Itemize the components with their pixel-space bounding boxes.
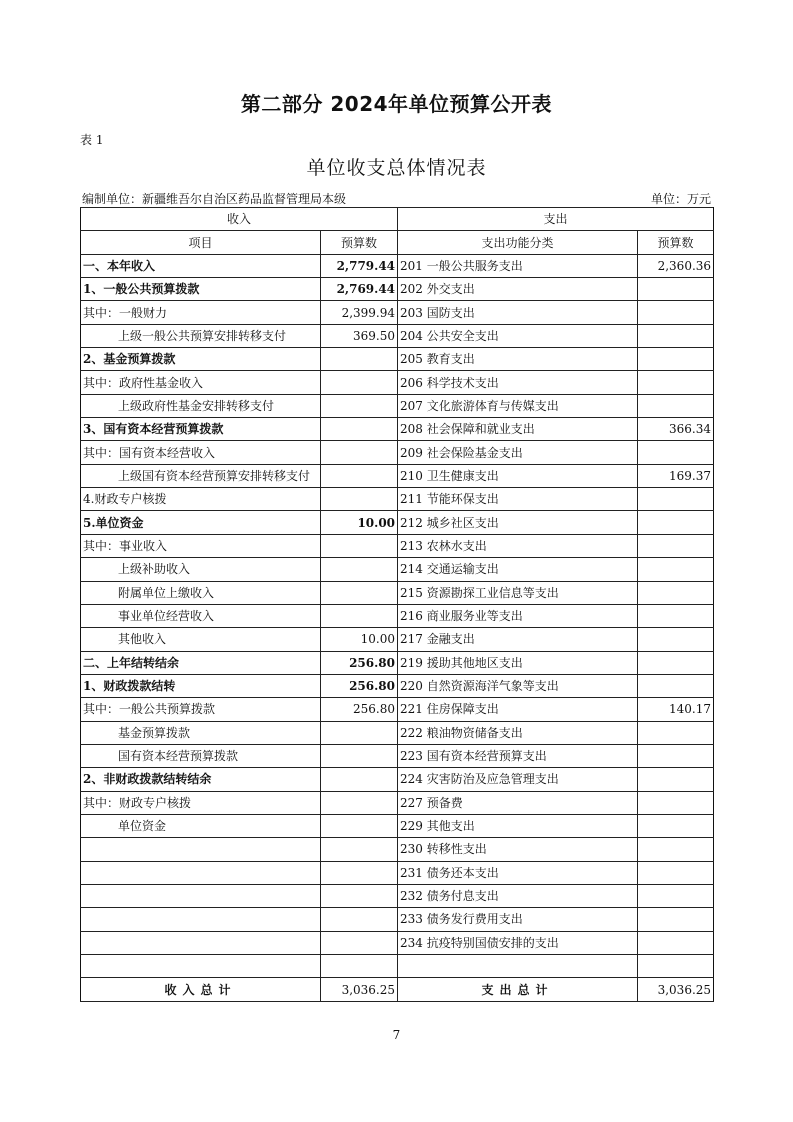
expense-function-cell: 227 预备费 bbox=[398, 791, 638, 814]
income-budget-cell bbox=[321, 814, 398, 837]
income-item-cell bbox=[81, 955, 321, 978]
income-budget-cell bbox=[321, 348, 398, 371]
table-row bbox=[81, 348, 714, 371]
expense-function-cell: 217 金融支出 bbox=[398, 628, 638, 651]
expense-budget-cell bbox=[638, 488, 714, 511]
table-row bbox=[81, 558, 714, 581]
expense-total-label: 支出总计 bbox=[398, 978, 638, 1001]
compiling-unit: 编制单位：新疆维吾尔自治区药品监督管理局本级 bbox=[82, 192, 347, 206]
expense-budget-cell bbox=[638, 861, 714, 884]
table-row bbox=[81, 394, 714, 417]
function-column-header: 支出功能分类 bbox=[398, 231, 638, 254]
expense-budget-cell bbox=[638, 581, 714, 604]
table-row bbox=[81, 861, 714, 884]
measure-unit: 单位：万元 bbox=[650, 192, 711, 206]
expense-function-cell: 206 科学技术支出 bbox=[398, 371, 638, 394]
income-item-cell: 国有资本经营预算拨款 bbox=[81, 744, 321, 767]
expense-function-cell: 221 住房保障支出 bbox=[398, 698, 638, 721]
expense-budget-cell bbox=[638, 768, 714, 791]
expense-budget-cell: 366.34 bbox=[638, 418, 714, 441]
table-row bbox=[81, 791, 714, 814]
income-item-cell: 上级政府性基金安排转移支付 bbox=[81, 394, 321, 417]
expense-budget-cell bbox=[638, 721, 714, 744]
table-row bbox=[81, 324, 714, 347]
expense-budget-cell bbox=[638, 931, 714, 954]
income-budget-cell: 256.80 bbox=[321, 674, 398, 697]
table-row bbox=[81, 604, 714, 627]
table-row bbox=[81, 908, 714, 931]
income-item-cell: 二、上年结转结余 bbox=[81, 651, 321, 674]
income-item-cell bbox=[81, 861, 321, 884]
expense-budget-cell bbox=[638, 441, 714, 464]
expense-function-cell bbox=[398, 955, 638, 978]
expense-budget-cell bbox=[638, 955, 714, 978]
table-row bbox=[81, 955, 714, 978]
income-budget-cell bbox=[321, 464, 398, 487]
budget-column-header: 预算数 bbox=[321, 231, 398, 254]
budget2-column-header: 预算数 bbox=[638, 231, 714, 254]
income-item-cell bbox=[81, 838, 321, 861]
table-row bbox=[81, 254, 714, 277]
expense-budget-cell bbox=[638, 534, 714, 557]
table-row bbox=[81, 721, 714, 744]
table-number-label: 表 1 bbox=[80, 133, 104, 147]
income-budget-cell bbox=[321, 394, 398, 417]
table-row bbox=[81, 814, 714, 837]
income-item-cell: 上级补助收入 bbox=[81, 558, 321, 581]
expense-function-cell: 215 资源勘探工业信息等支出 bbox=[398, 581, 638, 604]
income-total-label: 收入总计 bbox=[81, 978, 321, 1001]
expense-function-cell: 214 交通运输支出 bbox=[398, 558, 638, 581]
table-row bbox=[81, 278, 714, 301]
income-budget-cell bbox=[321, 838, 398, 861]
expense-budget-cell bbox=[638, 628, 714, 651]
income-budget-cell: 10.00 bbox=[321, 511, 398, 534]
income-item-cell: 其中：一般财力 bbox=[81, 301, 321, 324]
income-item-cell: 基金预算拨款 bbox=[81, 721, 321, 744]
income-item-cell bbox=[81, 931, 321, 954]
income-item-cell: 单位资金 bbox=[81, 814, 321, 837]
table-row bbox=[81, 838, 714, 861]
table-body bbox=[81, 254, 714, 978]
expense-budget-cell bbox=[638, 814, 714, 837]
expense-budget-cell bbox=[638, 604, 714, 627]
income-item-cell: 上级一般公共预算安排转移支付 bbox=[81, 324, 321, 347]
income-item-cell: 其中：国有资本经营收入 bbox=[81, 441, 321, 464]
table-row bbox=[81, 441, 714, 464]
income-budget-cell bbox=[321, 884, 398, 907]
expense-budget-cell bbox=[638, 791, 714, 814]
table-row bbox=[81, 768, 714, 791]
expense-function-cell: 231 债务还本支出 bbox=[398, 861, 638, 884]
table-row bbox=[81, 581, 714, 604]
table-row bbox=[81, 651, 714, 674]
expense-budget-cell bbox=[638, 838, 714, 861]
expense-function-cell: 223 国有资本经营预算支出 bbox=[398, 744, 638, 767]
expense-function-cell: 220 自然资源海洋气象等支出 bbox=[398, 674, 638, 697]
expense-budget-cell bbox=[638, 511, 714, 534]
total-row bbox=[81, 978, 714, 1001]
income-item-cell: 事业单位经营收入 bbox=[81, 604, 321, 627]
expense-budget-cell bbox=[638, 558, 714, 581]
income-budget-cell bbox=[321, 418, 398, 441]
expense-function-cell: 210 卫生健康支出 bbox=[398, 464, 638, 487]
expense-function-cell: 234 抗疫特别国债安排的支出 bbox=[398, 931, 638, 954]
table-row bbox=[81, 534, 714, 557]
expense-function-cell: 219 援助其他地区支出 bbox=[398, 651, 638, 674]
expense-budget-cell bbox=[638, 301, 714, 324]
expense-budget-cell: 140.17 bbox=[638, 698, 714, 721]
expense-budget-cell: 2,360.36 bbox=[638, 254, 714, 277]
income-item-cell: 2、基金预算拨款 bbox=[81, 348, 321, 371]
expense-function-cell: 213 农林水支出 bbox=[398, 534, 638, 557]
income-budget-cell bbox=[321, 581, 398, 604]
header-row-sections bbox=[81, 208, 714, 231]
expense-budget-cell bbox=[638, 348, 714, 371]
income-budget-cell bbox=[321, 721, 398, 744]
income-budget-cell: 256.80 bbox=[321, 651, 398, 674]
table-row bbox=[81, 418, 714, 441]
budget-table bbox=[80, 207, 714, 1002]
table-row bbox=[81, 488, 714, 511]
table-title: 单位收支总体情况表 bbox=[306, 157, 487, 179]
expense-budget-cell bbox=[638, 674, 714, 697]
expense-function-cell: 207 文化旅游体育与传媒支出 bbox=[398, 394, 638, 417]
expense-budget-cell bbox=[638, 324, 714, 347]
income-item-cell bbox=[81, 908, 321, 931]
income-budget-cell bbox=[321, 558, 398, 581]
expense-function-cell: 233 债务发行费用支出 bbox=[398, 908, 638, 931]
income-budget-cell bbox=[321, 371, 398, 394]
income-item-cell: 其中：财政专户核拨 bbox=[81, 791, 321, 814]
table-row bbox=[81, 628, 714, 651]
page-title: 第二部分 2024年单位预算公开表 bbox=[240, 92, 553, 116]
income-item-cell bbox=[81, 884, 321, 907]
income-item-cell: 5.单位资金 bbox=[81, 511, 321, 534]
expense-function-cell: 201 一般公共服务支出 bbox=[398, 254, 638, 277]
expense-function-cell: 216 商业服务业等支出 bbox=[398, 604, 638, 627]
income-budget-cell: 2,399.94 bbox=[321, 301, 398, 324]
expense-budget-cell bbox=[638, 884, 714, 907]
income-budget-cell bbox=[321, 791, 398, 814]
table-row bbox=[81, 884, 714, 907]
expense-function-cell: 224 灾害防治及应急管理支出 bbox=[398, 768, 638, 791]
income-budget-cell: 2,769.44 bbox=[321, 278, 398, 301]
expense-function-cell: 230 转移性支出 bbox=[398, 838, 638, 861]
table-row bbox=[81, 674, 714, 697]
income-budget-cell bbox=[321, 744, 398, 767]
expense-budget-cell bbox=[638, 394, 714, 417]
table-row bbox=[81, 698, 714, 721]
expense-function-cell: 229 其他支出 bbox=[398, 814, 638, 837]
income-item-cell: 4.财政专户核拨 bbox=[81, 488, 321, 511]
income-item-cell: 其中：一般公共预算拨款 bbox=[81, 698, 321, 721]
income-item-cell: 上级国有资本经营预算安排转移支付 bbox=[81, 464, 321, 487]
expense-function-cell: 212 城乡社区支出 bbox=[398, 511, 638, 534]
income-budget-cell bbox=[321, 604, 398, 627]
income-budget-cell bbox=[321, 488, 398, 511]
expense-function-cell: 204 公共安全支出 bbox=[398, 324, 638, 347]
income-budget-cell: 10.00 bbox=[321, 628, 398, 651]
income-total-value: 3,036.25 bbox=[321, 978, 398, 1001]
income-item-cell: 其中：政府性基金收入 bbox=[81, 371, 321, 394]
income-item-cell: 1、一般公共预算拨款 bbox=[81, 278, 321, 301]
expense-function-cell: 203 国防支出 bbox=[398, 301, 638, 324]
expense-budget-cell bbox=[638, 278, 714, 301]
income-header: 收入 bbox=[81, 208, 398, 231]
income-item-cell: 2、非财政拨款结转结余 bbox=[81, 768, 321, 791]
income-budget-cell bbox=[321, 768, 398, 791]
table-row bbox=[81, 744, 714, 767]
expense-function-cell: 222 粮油物资储备支出 bbox=[398, 721, 638, 744]
table-row bbox=[81, 371, 714, 394]
income-budget-cell bbox=[321, 908, 398, 931]
expense-budget-cell bbox=[638, 371, 714, 394]
income-budget-cell bbox=[321, 441, 398, 464]
table-row bbox=[81, 931, 714, 954]
expense-function-cell: 209 社会保险基金支出 bbox=[398, 441, 638, 464]
income-item-cell: 1、财政拨款结转 bbox=[81, 674, 321, 697]
expense-budget-cell: 169.37 bbox=[638, 464, 714, 487]
expense-budget-cell bbox=[638, 908, 714, 931]
income-item-cell: 其他收入 bbox=[81, 628, 321, 651]
table-row bbox=[81, 511, 714, 534]
item-column-header: 项目 bbox=[81, 231, 321, 254]
table-row bbox=[81, 301, 714, 324]
expense-function-cell: 202 外交支出 bbox=[398, 278, 638, 301]
expense-function-cell: 208 社会保障和就业支出 bbox=[398, 418, 638, 441]
income-item-cell: 一、本年收入 bbox=[81, 254, 321, 277]
income-budget-cell bbox=[321, 955, 398, 978]
header-row-columns bbox=[81, 231, 714, 254]
expense-budget-cell bbox=[638, 744, 714, 767]
page-number: 7 bbox=[392, 1028, 401, 1042]
income-budget-cell bbox=[321, 534, 398, 557]
income-budget-cell: 369.50 bbox=[321, 324, 398, 347]
income-item-cell: 附属单位上缴收入 bbox=[81, 581, 321, 604]
income-item-cell: 3、国有资本经营预算拨款 bbox=[81, 418, 321, 441]
income-item-cell: 其中：事业收入 bbox=[81, 534, 321, 557]
income-budget-cell bbox=[321, 861, 398, 884]
expense-header: 支出 bbox=[398, 208, 714, 231]
income-budget-cell bbox=[321, 931, 398, 954]
income-budget-cell: 256.80 bbox=[321, 698, 398, 721]
expense-total-value: 3,036.25 bbox=[638, 978, 714, 1001]
expense-function-cell: 211 节能环保支出 bbox=[398, 488, 638, 511]
expense-budget-cell bbox=[638, 651, 714, 674]
expense-function-cell: 205 教育支出 bbox=[398, 348, 638, 371]
table-row bbox=[81, 464, 714, 487]
expense-function-cell: 232 债务付息支出 bbox=[398, 884, 638, 907]
income-budget-cell: 2,779.44 bbox=[321, 254, 398, 277]
